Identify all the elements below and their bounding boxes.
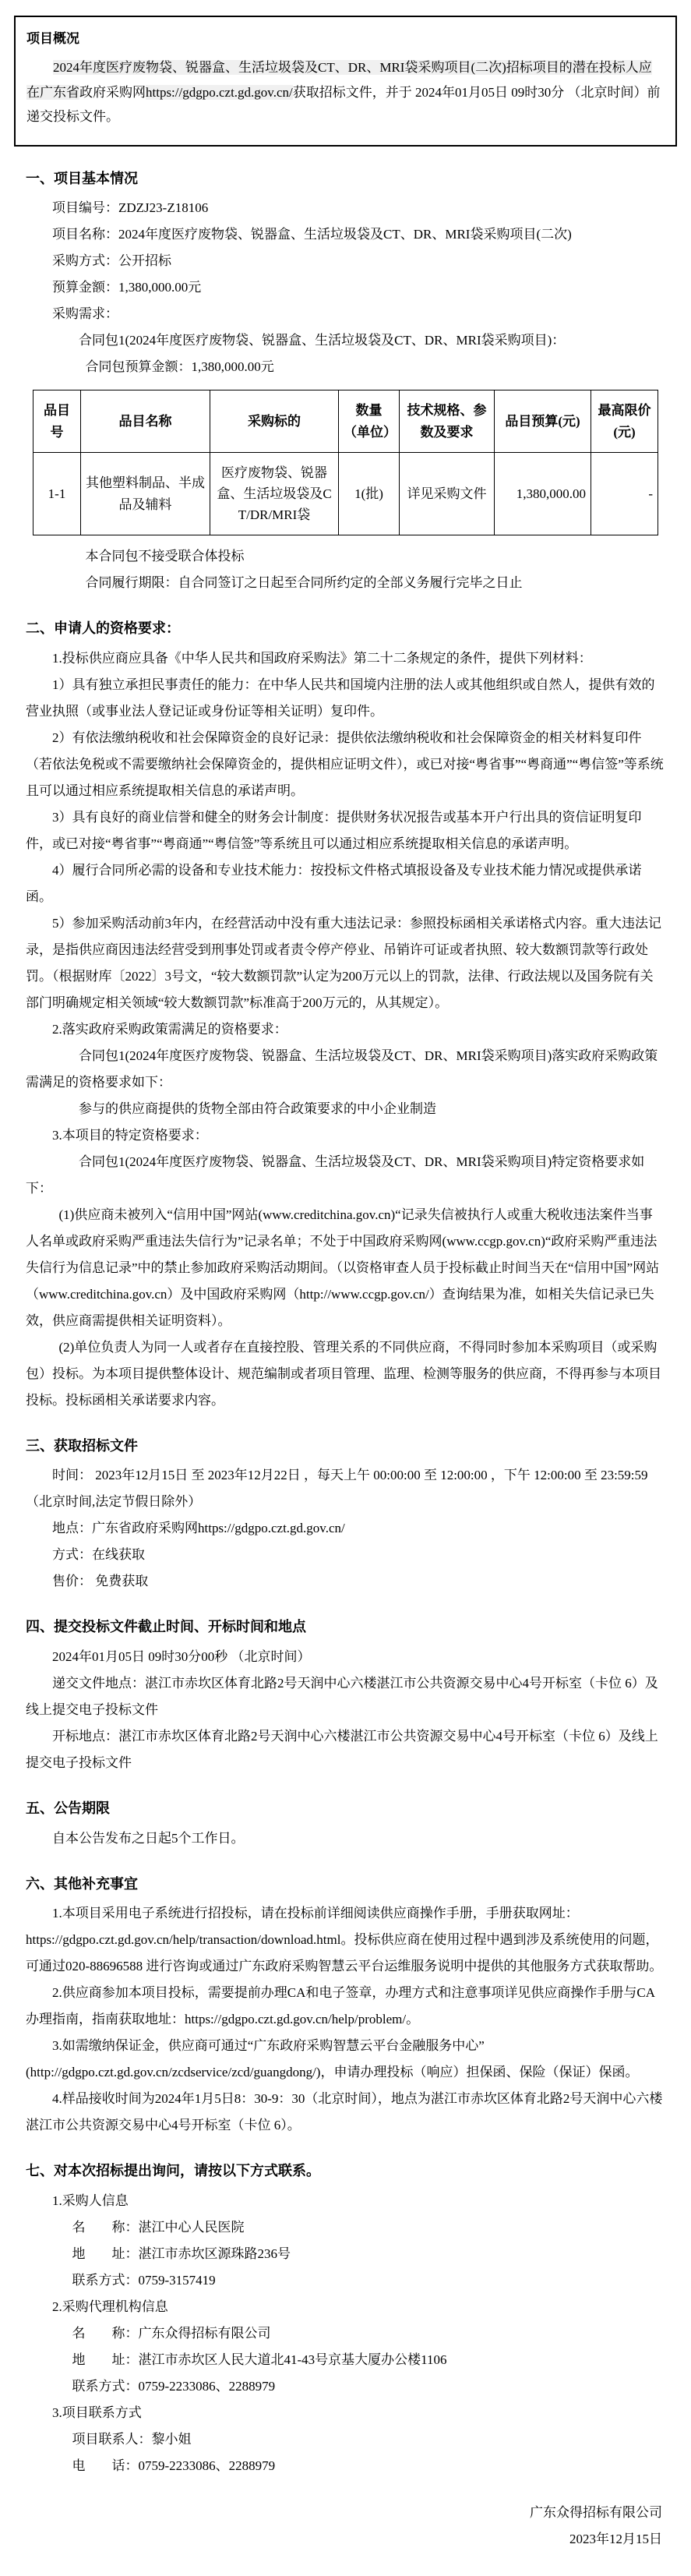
table-header-row [33, 390, 658, 452]
project-number-line: 项目编号：ZDZJ23-Z18106 [52, 200, 209, 216]
cell-tech-spec: 详见采购文件 [400, 452, 495, 535]
budget-line: 预算金额：1,380,000.00元 [52, 280, 202, 295]
agency-address-line: 地 址：湛江市赤坎区人民大道北41-43号京基大厦办公楼1106 [72, 2352, 447, 2367]
project-overview-box [14, 16, 677, 147]
qualification-item: 5）参加采购活动前3年内，在经营活动中没有重大违法记录：参照投标函相关承诺格式内容。重大违法记录，是指供应商因违法经营受到刑事处罚或者责令停产停业、吊销许可证或者执照、较大数额罚款等行政处罚。（根据财库〔2022〕3号文，“较大数额罚款”认定为200万元以上的罚款，法律、行政法规以及国务院有关部门明确规定相关领域“较大数额罚款”标准高于200万元的，从其规定）。 [26, 915, 661, 1010]
document-price-line: 售价： 免费获取 [52, 1574, 149, 1589]
cell-quantity-unit: 1(批) [339, 452, 400, 535]
overview-title: 项目概况 [26, 31, 79, 46]
document-place-line: 地点：广东省政府采购网https://gdgpo.czt.gd.gov.cn/ [52, 1521, 345, 1536]
overview-text-tail: 获取招标文件，并于 2024年01月05日 09时30分 （北京时间）前递交投标文件。 [26, 84, 661, 125]
buyer-tel-line: 联系方式：0759-3157419 [72, 2272, 216, 2288]
header-item-no: 品目号 [33, 390, 81, 452]
cell-procurement-target: 医疗废物袋、锐器盒、生活垃圾袋及CT/DR/MRI袋 [210, 452, 339, 535]
announcement-term-line: 自本公告发布之日起5个工作日。 [52, 1830, 245, 1846]
package-budget-line: 合同包预算金额：1,380,000.00元 [85, 359, 274, 375]
qualification-item: 4）履行合同所必需的设备和专业技术能力：按投标文件格式填报设备及专业技术能力情况或提供承诺函。 [26, 862, 642, 904]
submit-place-line: 递交文件地点：湛江市赤坎区体育北路2号天润中心六楼湛江市公共资源交易中心4号开标室（卡位 6）及线上提交电子投标文件 [26, 1676, 658, 1718]
project-name-line: 项目名称：2024年度医疗废物袋、锐器盒、生活垃圾袋及CT、DR、MRI袋采购项目(二次) [52, 227, 572, 242]
qualification-item: 参与的供应商提供的货物全部由符合政策要求的中小企业制造 [79, 1101, 436, 1116]
header-quantity-unit: 数量（单位） [339, 390, 400, 452]
supplement-item: 3.如需缴纳保证金，供应商可通过“广东政府采购智慧云平台金融服务中心”(http://gdgpo.czt.gd.gov.cn/zcdservice/zcd/guangdong/)，申请办理投标（响应）担保函、保险（保证）保函。 [26, 2038, 639, 2080]
procurement-method-line: 采购方式：公开招标 [52, 253, 171, 269]
section-6-heading: 六、其他补充事宜 [26, 1875, 138, 1892]
qualification-item: 2.落实政府采购政策需满足的资格要求： [52, 1021, 287, 1037]
qualification-item: 合同包1(2024年度医疗废物袋、锐器盒、生活垃圾袋及CT、DR、MRI袋采购项目)落实政府采购政策需满足的资格要求如下： [26, 1048, 658, 1090]
qualification-item: 合同包1(2024年度医疗废物袋、锐器盒、生活垃圾袋及CT、DR、MRI袋采购项目)特定资格要求如下： [26, 1154, 645, 1196]
overview-text-mid: 政府采购网 [79, 84, 146, 100]
project-contact-title: 3.项目联系方式 [52, 2405, 142, 2420]
qualification-item: 2）有依法缴纳税收和社会保障资金的良好记录：提供依法缴纳税收和社会保障资金的相关材料复印件（若依法免税或不需要缴纳社会保障资金的，提供相应证明文件），或已对接“粤省事”“粤商通”“粤信签”等系统且可以通过相应系统提取相关信息的承诺声明。 [26, 730, 664, 798]
header-max-price: 最高限价(元) [591, 390, 658, 452]
cell-item-no: 1-1 [33, 452, 81, 535]
contract-package-line: 合同包1(2024年度医疗废物袋、锐器盒、生活垃圾袋及CT、DR、MRI袋采购项目)： [79, 333, 566, 348]
header-item-budget: 品目预算(元) [495, 390, 591, 452]
signature-agency: 广东众得招标有限公司 [530, 2504, 662, 2520]
demand-label-line: 采购需求： [52, 306, 118, 322]
section-5-heading: 五、公告期限 [26, 1800, 110, 1817]
qualification-item: 1）具有独立承担民事责任的能力：在中华人民共和国境内注册的法人或其他组织或自然人，提供有效的营业执照（或事业法人登记证或身份证等相关证明）复印件。 [26, 677, 655, 719]
qualification-item: 3）具有良好的商业信誉和健全的财务会计制度：提供财务状况报告或基本开户行出具的资信证明复印件，或已对接“粤省事”“粤商通”“粤信签”等系统且可以通过相应系统提取相关信息的承诺声明。 [26, 809, 642, 851]
document-time-line: 时间： 2023年12月15日 至 2023年12月22日 ，每天上午 00:00:00 至 12:00:00 ，下午 12:00:00 至 23:59:59（北京时间,法定节假日除外） [26, 1468, 648, 1510]
section-3-heading: 三、获取招标文件 [26, 1437, 138, 1454]
procurement-site-url: https://gdgpo.czt.gd.gov.cn/ [146, 84, 293, 100]
qualification-item: 3.本项目的特定资格要求： [52, 1127, 208, 1143]
header-procurement-target: 采购标的 [210, 390, 339, 452]
overview-paragraph [26, 55, 665, 129]
supplement-item: 1.本项目采用电子系统进行招投标，请在投标前详细阅读供应商操作手册，手册获取网址：https://gdgpo.czt.gd.gov.cn/help/transaction/download.html。投标供应商在使用过程中遇到涉及系统使用的问题，可通过020-88696588 进行咨询或通过广东政府采购智慧云平台运维服务说明中提供的其他服务方式获取帮助。 [26, 1906, 663, 1974]
project-contact-person-line: 项目联系人：黎小姐 [72, 2431, 192, 2447]
deadline-line: 2024年01月05日 09时30分00秒 （北京时间） [52, 1649, 311, 1665]
project-name-highlight: 2024年度医疗废物袋、锐器盒、生活垃圾袋及CT、DR、MRI袋采购项目(二次)招标项目的潜在投标人应在广东省 [26, 60, 652, 100]
signature-date: 2023年12月15日 [569, 2531, 662, 2546]
signature-block [26, 2500, 665, 2553]
contract-term-note: 合同履行期限：自合同签订之日起至合同所约定的全部义务履行完毕之日止 [85, 575, 523, 591]
section-1-heading: 一、项目基本情况 [26, 170, 138, 186]
agency-name-line: 名 称：广东众得招标有限公司 [72, 2325, 271, 2341]
section-2-heading: 二、申请人的资格要求： [26, 620, 180, 637]
announcement-body [14, 167, 677, 2553]
agency-info-title: 2.采购代理机构信息 [52, 2299, 168, 2314]
table-row [33, 452, 658, 535]
open-place-line: 开标地点：湛江市赤坎区体育北路2号天润中心六楼湛江市公共资源交易中心4号开标室（卡位 6）及线上提交电子投标文件 [26, 1729, 658, 1771]
header-item-name: 品目名称 [81, 390, 210, 452]
section-7-heading: 七、对本次招标提出询问，请按以下方式联系。 [26, 2163, 320, 2179]
supplement-item: 4.样品接收时间为2024年1月5日8：30-9：30（北京时间），地点为湛江市赤坎区体育北路2号天润中心六楼湛江市公共资源交易中心4号开标室（卡位 6）。 [26, 2091, 663, 2133]
buyer-info-title: 1.采购人信息 [52, 2193, 129, 2208]
buyer-address-line: 地 址：湛江市赤坎区源珠路236号 [72, 2246, 291, 2261]
qualification-item: 1.投标供应商应具备《中华人民共和国政府采购法》第二十二条规定的条件，提供下列材料： [52, 650, 592, 666]
buyer-name-line: 名 称：湛江中心人民医院 [72, 2219, 245, 2235]
no-consortium-note: 本合同包不接受联合体投标 [85, 549, 245, 564]
section-4-heading: 四、提交投标文件截止时间、开标时间和地点 [26, 1619, 306, 1635]
items-table [33, 390, 658, 535]
document-way-line: 方式：在线获取 [52, 1547, 145, 1563]
qualification-item: (2)单位负责人为同一人或者存在直接控股、管理关系的不同供应商，不得同时参加本采购项目（或采购包）投标。为本项目提供整体设计、规范编制或者项目管理、监理、检测等服务的供应商，不得再参与本项目投标。投标函相关承诺要求内容。 [26, 1339, 661, 1408]
cell-item-name: 其他塑料制品、半成品及辅料 [81, 452, 210, 535]
header-tech-spec: 技术规格、参数及要求 [400, 390, 495, 452]
supplement-item: 2.供应商参加本项目投标，需要提前办理CA和电子签章，办理方式和注意事项详见供应商操作手册与CA办理指南，指南获取地址：https://gdgpo.czt.gd.gov.cn/help/problem/。 [26, 1985, 655, 2027]
agency-tel-line: 联系方式：0759-2233086、2288979 [72, 2378, 276, 2394]
project-contact-tel-line: 电 话：0759-2233086、2288979 [72, 2458, 276, 2473]
cell-max-price: - [591, 452, 658, 535]
qualification-item: (1)供应商未被列入“信用中国”网站(www.creditchina.gov.cn)“记录失信被执行人或重大税收违法案件当事人名单或政府采购严重违法失信行为”记录名单；不处于中国政府采购网(www.ccgp.gov.cn)“政府采购严重违法失信行为信息记录”中的禁止参加政府采购活动期间。（以资格审查人员于投标截止时间当天在“信用中国”网站（www.creditchina.gov.cn）及中国政府采购网（http://www.ccgp.gov.cn/）查询结果为准，如相关失信记录已失效，供应商需提供相关证明资料）。 [26, 1207, 660, 1328]
cell-item-budget: 1,380,000.00 [495, 452, 591, 535]
